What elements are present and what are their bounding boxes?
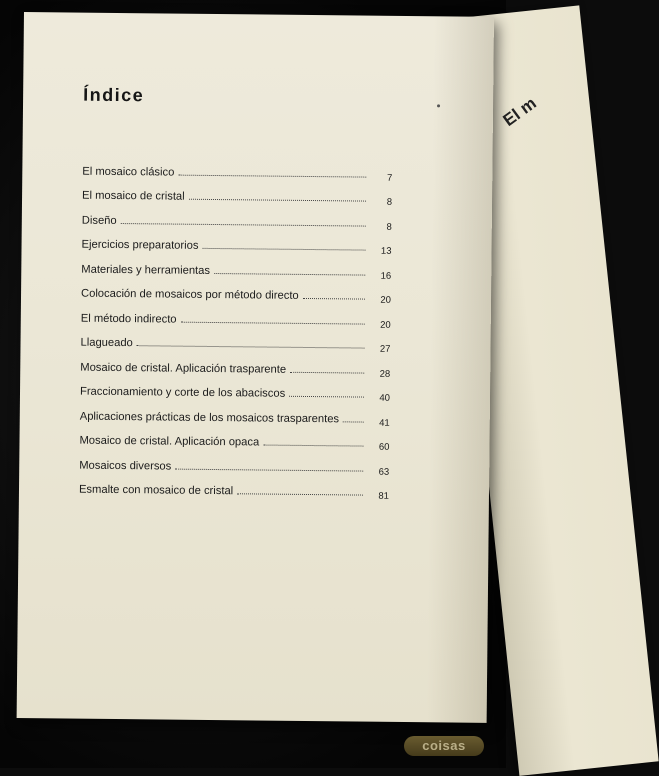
toc-entry-title: El método indirecto	[80, 312, 177, 326]
toc-entry-page: 28	[379, 368, 391, 380]
toc-entry-title: Llagueado	[80, 336, 133, 350]
toc-entry-page: 60	[378, 441, 390, 453]
toc-entry	[78, 471, 390, 502]
facing-page-heading: El m	[499, 93, 540, 130]
book-page	[17, 12, 494, 723]
toc-entry-page: 8	[386, 221, 392, 233]
toc-leader-dots	[263, 445, 363, 447]
toc-leader-dots	[289, 396, 364, 398]
toc-entry-title: Colocación de mosaicos por método directo	[80, 287, 299, 302]
toc-entry-title: Mosaico de cristal. Aplicación trasparente	[80, 361, 287, 376]
index-title: Índice	[83, 84, 145, 106]
toc-leader-dots	[202, 248, 365, 251]
toc-entry	[80, 275, 392, 306]
toc-entry-title: Esmalte con mosaico de cristal	[78, 483, 234, 498]
toc-entry	[81, 202, 392, 233]
page-shadow	[427, 16, 494, 723]
toc-entry-title: Diseño	[81, 214, 117, 227]
toc-entry	[79, 373, 391, 404]
toc-leader-dots	[175, 468, 363, 471]
toc-leader-dots	[214, 273, 365, 276]
toc-entry-title: Aplicaciones prácticas de los mosaicos trasparentes	[79, 410, 340, 425]
toc-entry-title: Materiales y herramientas	[81, 263, 211, 277]
watermark-logo: coisas	[404, 736, 484, 756]
toc-entry	[82, 153, 393, 184]
toc-entry-page: 13	[380, 245, 392, 257]
toc-entry-page: 40	[379, 392, 391, 404]
toc-entry-title: El mosaico de cristal	[82, 189, 185, 203]
toc-entry-page: 8	[386, 196, 393, 208]
toc-entry-page: 20	[380, 319, 391, 331]
toc-entry	[80, 300, 391, 331]
toc-leader-dots	[181, 321, 365, 324]
toc-entry	[79, 422, 390, 453]
toc-entry-page: 63	[378, 466, 390, 478]
toc-entry-title: Mosaico de cristal. Aplicación opaca	[79, 434, 260, 449]
toc-entry-page: 41	[379, 417, 390, 429]
toc-entry-title: Ejercicios preparatorios	[81, 238, 199, 252]
table-of-contents	[78, 153, 393, 502]
toc-entry	[80, 324, 391, 355]
toc-entry-title: El mosaico clásico	[82, 165, 175, 179]
toc-entry	[82, 177, 393, 208]
toc-entry-page: 16	[380, 270, 392, 282]
toc-leader-dots	[237, 493, 363, 495]
toc-entry-page: 20	[380, 294, 392, 306]
toc-leader-dots	[178, 174, 366, 177]
toc-entry-page: 27	[379, 343, 391, 355]
toc-entry-title: Mosaicos diversos	[79, 459, 172, 473]
toc-leader-dots	[189, 199, 366, 202]
toc-entry-page: 81	[378, 490, 390, 502]
toc-entry	[81, 226, 392, 257]
toc-entry-title: Fraccionamiento y corte de los abaciscos	[79, 385, 286, 400]
toc-leader-dots	[290, 371, 364, 373]
toc-leader-dots	[303, 298, 365, 300]
toc-leader-dots	[343, 421, 364, 422]
toc-entry-page: 7	[386, 172, 393, 184]
toc-leader-dots	[121, 223, 366, 227]
page-speck	[437, 104, 440, 107]
toc-leader-dots	[137, 345, 365, 348]
toc-entry	[79, 398, 390, 429]
